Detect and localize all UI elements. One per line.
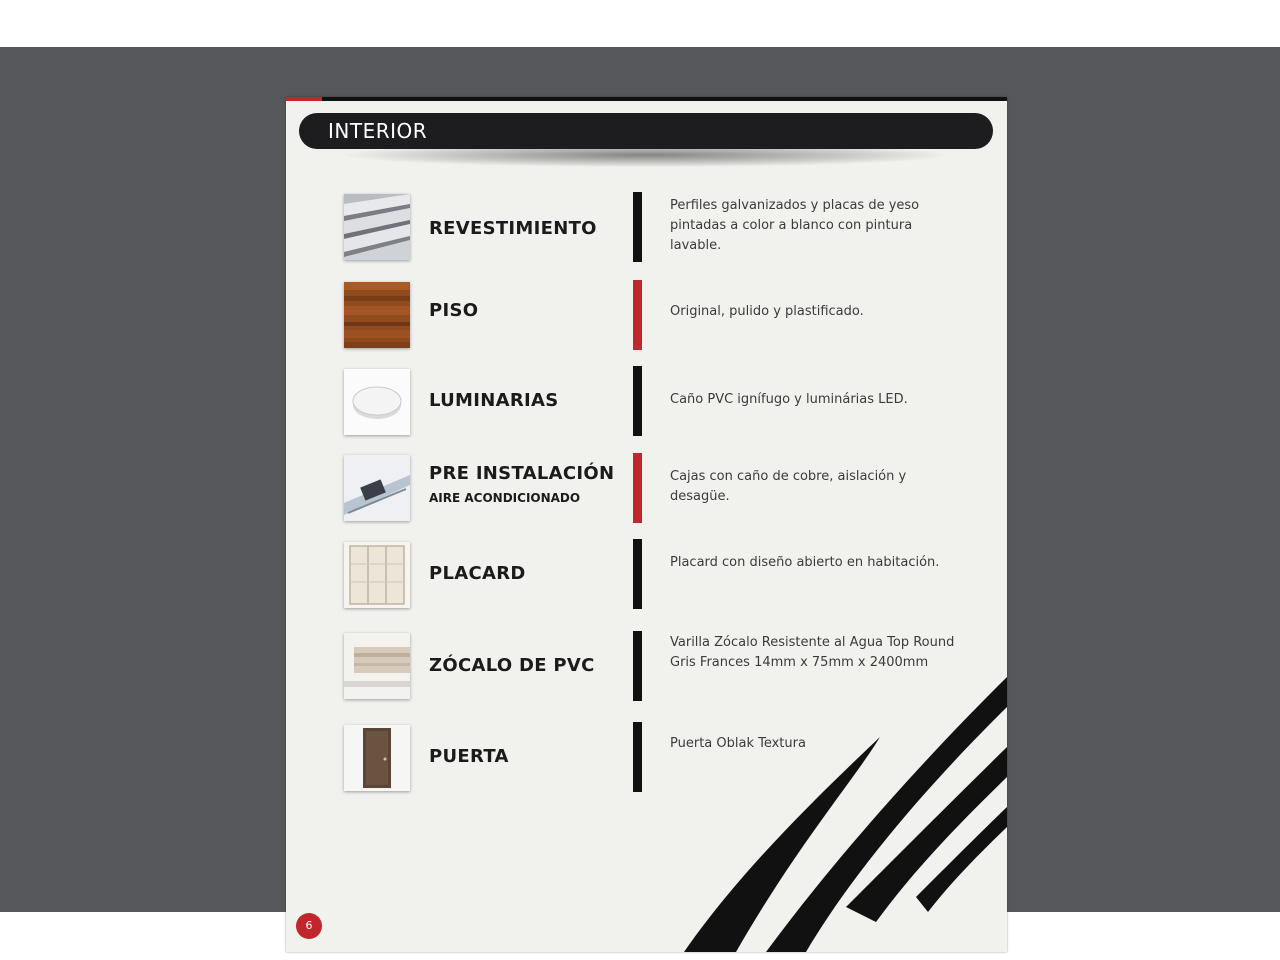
metal-profiles-icon — [344, 194, 410, 260]
spec-title: REVESTIMIENTO — [429, 218, 597, 239]
spec-row-placard — [286, 539, 1007, 611]
document-page — [286, 97, 1007, 952]
section-title: INTERIOR — [328, 119, 428, 143]
spec-divider — [633, 192, 642, 262]
spec-divider — [633, 631, 642, 701]
spec-description: Varilla Zócalo Resistente al Agua Top Round Gris Frances 14mm x 75mm x 2400mm — [670, 635, 955, 670]
spec-row-revestimiento — [286, 192, 1007, 264]
section-header — [299, 113, 993, 149]
spec-title: ZÓCALO DE PVC — [429, 655, 595, 676]
baseboard-icon — [344, 633, 410, 699]
spec-subtitle: AIRE ACONDICIONADO — [429, 491, 581, 505]
brush-stroke-decoration — [666, 667, 1007, 952]
spec-divider — [633, 539, 642, 609]
door-icon — [344, 725, 410, 791]
page-top-accent — [286, 97, 322, 101]
spec-title: PLACARD — [429, 563, 526, 584]
spec-divider — [633, 453, 642, 523]
spec-divider — [633, 366, 642, 436]
spec-title: LUMINARIAS — [429, 390, 559, 411]
spec-row-luminarias — [286, 366, 1007, 438]
spec-description: Perfiles galvanizados y placas de yeso pintadas a color a blanco con pintura lavable. — [670, 198, 920, 253]
spec-description: Puerta Oblak Textura — [670, 736, 806, 751]
spec-title: PUERTA — [429, 746, 509, 767]
wood-floor-icon — [344, 282, 410, 348]
spec-divider — [633, 722, 642, 792]
led-light-icon — [344, 369, 410, 435]
spec-description: Cajas con caño de cobre, aislación y desagüe. — [670, 469, 907, 504]
spec-description: Placard con diseño abierto en habitación. — [670, 555, 940, 570]
spec-row-piso — [286, 280, 1007, 352]
page-number-badge: 6 — [296, 913, 322, 939]
spec-description: Caño PVC ignífugo y luminárias LED. — [670, 392, 908, 407]
spec-title: PRE INSTALACIÓN — [429, 463, 615, 484]
air-conditioning-pipe-icon — [344, 455, 410, 521]
spec-divider — [633, 280, 642, 350]
spec-title: PISO — [429, 300, 479, 321]
spec-description: Original, pulido y plastificado. — [670, 304, 864, 319]
closet-icon — [344, 542, 410, 608]
page-top-border — [286, 97, 1007, 101]
document-viewer — [0, 47, 1280, 932]
spec-row-pre-instalacion — [286, 453, 1007, 525]
